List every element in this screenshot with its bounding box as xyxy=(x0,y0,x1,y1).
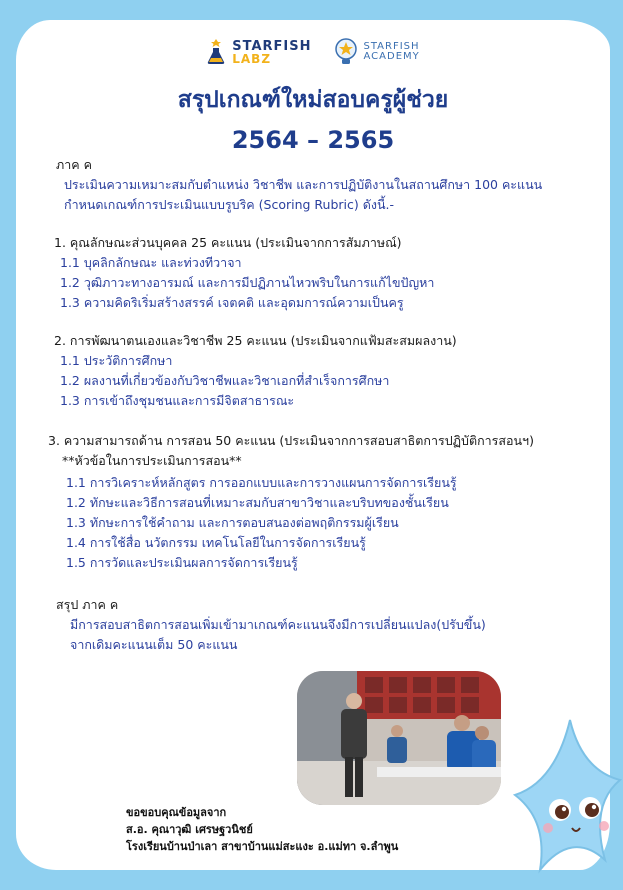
list-item: 1.2 ผลงานที่เกี่ยวข้องกับวิชาชีพและวิชาเอกที่สำเร็จการศึกษา xyxy=(60,373,390,388)
section-heading: 2. การพัฒนาตนเองและวิชาชีพ 25 คะแนน (ประเมินจากแฟ้มสะสมผลงาน) xyxy=(54,333,457,348)
list-item: 1.1 บุคลิกลักษณะ และท่วงทีวาจา xyxy=(60,255,242,270)
section-heading: 3. ความสามารถด้าน การสอน 50 คะแนน (ประเมินจากการสอบสาธิตการปฏิบัติการสอนฯ) xyxy=(48,433,534,448)
list-item: 1.1 การวิเคราะห์หลักสูตร การออกแบบและการวางแผนการจัดการเรียนรู้ xyxy=(66,475,457,490)
credit-line: โรงเรียนบ้านป่าเลา สาขาบ้านแม่สะแงะ อ.แม่ทา จ.ลำพูน xyxy=(126,840,399,853)
flask-icon xyxy=(206,39,226,65)
starfish-academy-logo xyxy=(334,38,420,66)
section-label: ภาค ค xyxy=(56,157,92,172)
list-item: 1.2 ทักษะและวิธีการสอนที่เหมาะสมกับสาขาวิชาและบริบทของชั้นเรียน xyxy=(66,495,449,510)
title-line-2: 2564 – 2565 xyxy=(231,126,395,154)
document-body xyxy=(48,155,592,655)
summary-line: มีการสอบสาธิตการสอนเพิ่มเข้ามาเกณฑ์คะแนนจึงมีการเปลี่ยนแปลง(ปรับขึ้น) xyxy=(70,617,486,632)
credit-line: ขอขอบคุณข้อมูลจาก xyxy=(126,806,227,819)
logo-academy-line1: STARFISH xyxy=(363,41,420,52)
summary-line: จากเดิมคะแนนเต็ม 50 คะแนน xyxy=(70,637,238,652)
logo-bar xyxy=(16,38,610,66)
list-item: 1.4 การใช้สื่อ นวัตกรรม เทคโนโลยีในการจัดการเรียนรู้ xyxy=(66,535,366,550)
logo-labz-line1: STARFISH xyxy=(232,38,312,54)
title-line-1: สรุปเกณฑ์ใหม่สอบครูผู้ช่วย xyxy=(177,87,449,113)
intro-line: ประเมินความเหมาะสมกับตำแหน่ง วิชาชีพ และการปฏิบัติงานในสถานศึกษา 100 คะแนน xyxy=(64,177,543,192)
list-item: 1.3 ความคิดริเริ่มสร้างสรรค์ เจตคติ และอุดมการณ์ความเป็นครู xyxy=(60,295,404,310)
list-item: 1.5 การวัดและประเมินผลการจัดการเรียนรู้ xyxy=(66,555,298,570)
intro-line: กำหนดเกณฑ์การประเมินแบบรูบริค (Scoring Rubric) ดังนี้.- xyxy=(64,197,394,212)
logo-academy-line2: ACADEMY xyxy=(363,51,420,62)
page-title xyxy=(16,82,610,154)
credit-line: ส.อ. คุณาวุฒิ เศรษฐวนิชย์ xyxy=(126,823,253,836)
summary-label: สรุป ภาค ค xyxy=(56,597,119,612)
list-item: 1.1 ประวัติการศึกษา xyxy=(60,353,173,368)
list-item: 1.3 ทักษะการใช้คำถาม และการตอบสนองต่อพฤติกรรมผู้เรียน xyxy=(66,515,399,530)
logo-labz-line2: LABZ xyxy=(232,51,272,66)
section-heading: 1. คุณลักษณะส่วนบุคคล 25 คะแนน (ประเมินจากการสัมภาษณ์) xyxy=(54,235,402,250)
section-subheading: **หัวข้อในการประเมินการสอน** xyxy=(62,453,242,468)
starfish-mascot-icon xyxy=(510,710,623,890)
star-bulb-icon xyxy=(334,38,358,66)
list-item: 1.2 วุฒิภาวะทางอารมณ์ และการมีปฏิภานไหวพริบในการแก้ไขปัญหา xyxy=(60,275,435,290)
credit-block xyxy=(126,804,398,855)
list-item: 1.3 การเข้าถึงชุมชนและการมีจิตสาธารณะ xyxy=(60,393,295,408)
classroom-photo xyxy=(297,671,501,805)
starfish-labz-logo xyxy=(206,39,311,65)
